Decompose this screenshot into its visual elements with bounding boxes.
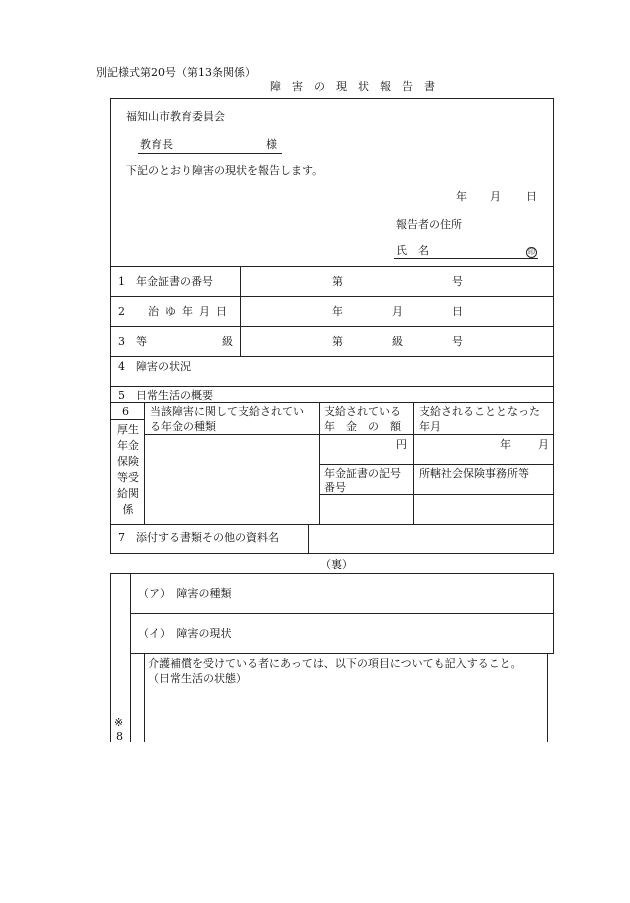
rule-back-inner bbox=[130, 573, 131, 742]
rule-s6-amount-bottom bbox=[319, 464, 554, 465]
back-asterisk-mark: ※ bbox=[114, 716, 124, 729]
row3-label: 3 等 bbox=[118, 335, 147, 348]
rule-row7-divider bbox=[308, 524, 309, 554]
rule-row4-top bbox=[110, 356, 554, 357]
s6-cert-label-1: 年金証書の記号 bbox=[324, 467, 401, 480]
s6-col1-header-1: 当該障害に関して支給されてい bbox=[150, 405, 304, 418]
addressee-chief: 教育長 bbox=[140, 138, 173, 151]
rule-back-i-bottom bbox=[130, 653, 554, 654]
section6-side-label: 厚生年金保険等受給関係 bbox=[117, 423, 139, 516]
row2-label: 2 治ゆ年月日 bbox=[118, 305, 233, 318]
report-statement: 下記のとおり障害の現状を報告します。 bbox=[126, 164, 324, 177]
date-day: 日 bbox=[526, 190, 537, 203]
row1-suffix: 号 bbox=[452, 275, 463, 288]
reporter-name-underline bbox=[394, 258, 538, 259]
s6-col3-header-2: 年月 bbox=[419, 420, 441, 433]
seal-mark-wrap bbox=[526, 244, 537, 258]
row5-label: 5 日常生活の概要 bbox=[118, 389, 213, 402]
row2-day: 日 bbox=[452, 305, 463, 318]
s6-cert-label-2: 番号 bbox=[324, 481, 346, 494]
s6-year: 年 bbox=[500, 438, 511, 451]
row3-suffix: 号 bbox=[452, 335, 463, 348]
rule-back-left bbox=[110, 573, 111, 742]
row3-prefix: 第 bbox=[332, 335, 343, 348]
rule-row7-top bbox=[110, 524, 554, 525]
back-side-label: （裏） bbox=[320, 558, 353, 571]
rule-s6-side bbox=[144, 402, 145, 524]
s6-office-label: 所轄社会保険事務所等 bbox=[419, 467, 529, 480]
addressee-underline bbox=[138, 153, 282, 154]
rule-s6-col2 bbox=[319, 402, 320, 524]
row2-year: 年 bbox=[332, 305, 343, 318]
rule-back-top bbox=[110, 573, 554, 574]
s6-col3-header-1: 支給されることとなった bbox=[419, 405, 540, 418]
date-month: 月 bbox=[490, 190, 501, 203]
s6-month: 月 bbox=[538, 438, 549, 451]
row1-prefix: 第 bbox=[332, 275, 343, 288]
section6-number: 6 bbox=[122, 405, 129, 418]
rule-back-a-bottom bbox=[130, 613, 554, 614]
back-item-i: （イ） 障害の現状 bbox=[138, 627, 232, 640]
rule-row6-top bbox=[110, 402, 554, 403]
addressee-honorific: 様 bbox=[266, 138, 277, 151]
rule-s6-col3 bbox=[413, 402, 414, 524]
rule-row2-top bbox=[110, 296, 554, 297]
row7-label: 7 添付する書類その他の資料名 bbox=[118, 531, 279, 544]
row1-label: 1 年金証書の番号 bbox=[118, 275, 213, 288]
s6-col2-header-1: 支給されている bbox=[324, 405, 401, 418]
row3-label-suffix: 級 bbox=[222, 335, 233, 348]
s6-col2-header-2: 年 金 の 額 bbox=[324, 420, 401, 433]
row2-month: 月 bbox=[392, 305, 403, 318]
rule-back-care-left bbox=[144, 653, 145, 742]
rule-row3-top bbox=[110, 326, 554, 327]
back-daily-life: （日常生活の状態） bbox=[148, 672, 247, 685]
back-care-note: 介護補償を受けている者にあっては、以下の項目についても記入すること。 bbox=[148, 657, 522, 670]
rule-row1-top bbox=[110, 266, 554, 267]
page-title: 障害の現状報告書 bbox=[270, 80, 446, 93]
s6-col1-header-2: る年金の種類 bbox=[150, 420, 216, 433]
reporter-name-label: 氏 名 bbox=[396, 244, 429, 257]
rule-rows1-3-divider bbox=[240, 266, 241, 356]
row4-label: 4 障害の状況 bbox=[118, 360, 191, 373]
rule-s6-cert-bottom bbox=[319, 494, 554, 495]
addressee-board: 福知山市教育委員会 bbox=[126, 110, 225, 123]
rule-s6-header-bottom bbox=[144, 434, 554, 435]
back-section-number: 8 bbox=[116, 730, 123, 743]
rule-row5-top bbox=[110, 386, 554, 387]
row3-mid: 級 bbox=[392, 335, 403, 348]
back-item-a: （ア） 障害の種類 bbox=[138, 587, 232, 600]
rule-s6-number bbox=[110, 419, 144, 420]
date-year: 年 bbox=[456, 190, 467, 203]
form-reference: 別記様式第20号（第13条関係） bbox=[96, 66, 256, 79]
rule-back-care-right bbox=[547, 653, 548, 742]
reporter-address-label: 報告者の住所 bbox=[396, 218, 462, 231]
seal-stamp-icon: 印 bbox=[528, 248, 535, 256]
s6-yen: 円 bbox=[396, 438, 407, 451]
